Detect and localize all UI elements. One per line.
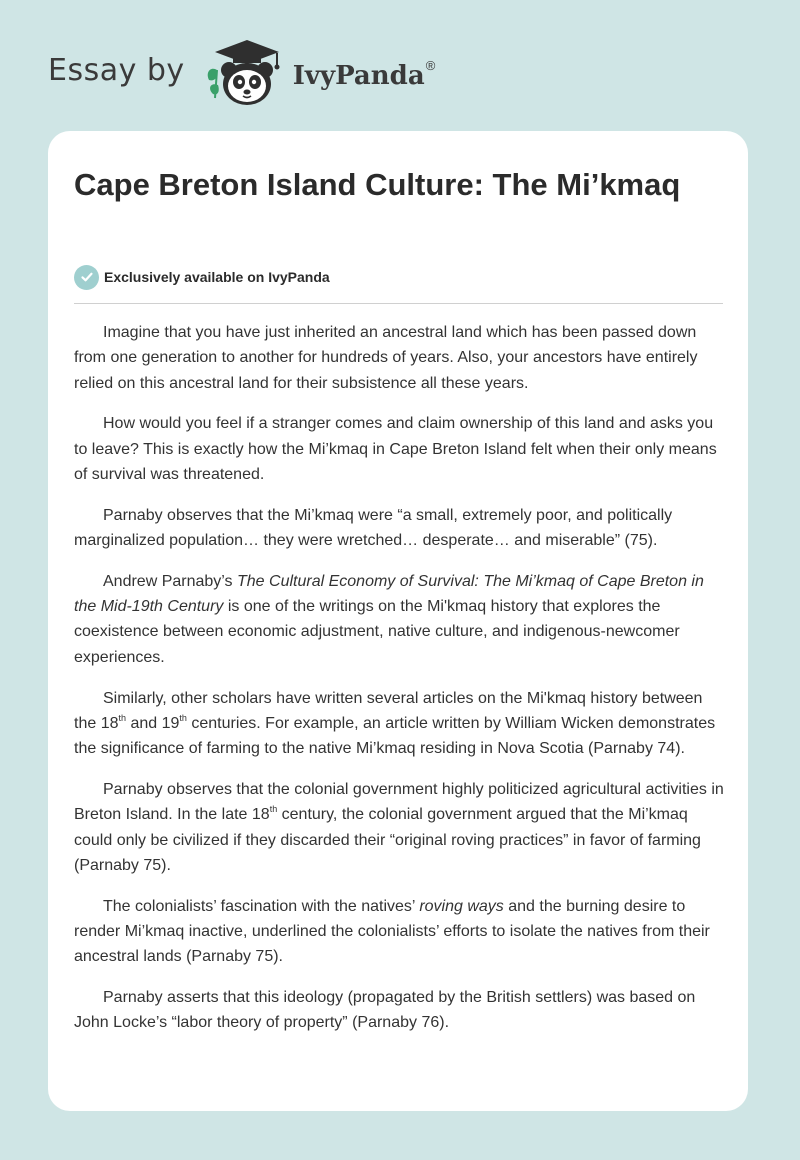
- registered-mark: ®: [425, 57, 436, 73]
- paragraph-2: How would you feel if a stranger comes and claim ownership of this land and asks you to leave? This is exactly how the Mi’kmaq in Cape Breton Island felt when their only means of survival was threatened.: [74, 415, 717, 483]
- article-card: [48, 131, 748, 1111]
- check-circle-icon: [74, 265, 99, 290]
- exclusive-badge: [74, 264, 330, 290]
- paragraph-1: Imagine that you have just inherited an ancestral land which has been passed down from one generation to another for hundreds of years. Also, your ancestors have entirely relied on this ancestral land for their subsistence all these years.: [74, 324, 698, 392]
- paragraph-3: Parnaby observes that the Mi’kmaq were “a small, extremely poor, and politically marginalized population… they were wretched… desperate… and miserable” (75).: [74, 506, 673, 550]
- book-title: The Cultural Economy of Survival: The Mi’kmaq of Cape Breton in the Mid-19th Century: [74, 572, 704, 616]
- exclusive-badge-text: Exclusively available on IvyPanda: [104, 269, 330, 285]
- paragraph-7: The colonialists’ fascination with the natives’ roving ways and the burning desire to render Mi’kmaq inactive, underlined the colonialists’ efforts to isolate the natives from their ancestral lands (Parnaby 75).: [74, 897, 710, 966]
- paragraph-5: Similarly, other scholars have written several articles on the Mi'kmaq history between the 18th and 19th centuries. For example, an article written by William Wicken demonstrates the significance of farming to the native Mi’kmaq residing in Nova Scotia (Parnaby 74).: [74, 689, 716, 758]
- paragraph-6: Parnaby observes that the colonial government highly politicized agricultural activities in Breton Island. In the late 18th century, the colonial government argued that the Mi’kmaq could only be civilized if they discarded their “original roving practices” in favor of farming (Parnaby 75).: [74, 780, 724, 874]
- essay-by-label: Essay by: [48, 52, 185, 88]
- brand-name[interactable]: IvyPanda®: [292, 57, 436, 91]
- emphasis-roving-ways: roving ways: [419, 897, 504, 915]
- paragraph-4: Andrew Parnaby’s The Cultural Economy of Survival: The Mi’kmaq of Cape Breton in the Mid-19th Century is one of the writings on the Mi'kmaq history that explores the coexistence between economic adjustment, native culture, and indigenous-newcomer experiences.: [74, 572, 704, 666]
- article-body: [74, 320, 724, 1051]
- panda-logo-icon[interactable]: [199, 36, 285, 108]
- paragraph-8: Parnaby asserts that this ideology (propagated by the British settlers) was based on John Locke’s “labor theory of property” (Parnaby 76).: [74, 989, 696, 1032]
- page-title: Cape Breton Island Culture: The Mi’kmaq: [74, 167, 681, 202]
- site-header: [48, 36, 435, 108]
- divider: [74, 303, 723, 304]
